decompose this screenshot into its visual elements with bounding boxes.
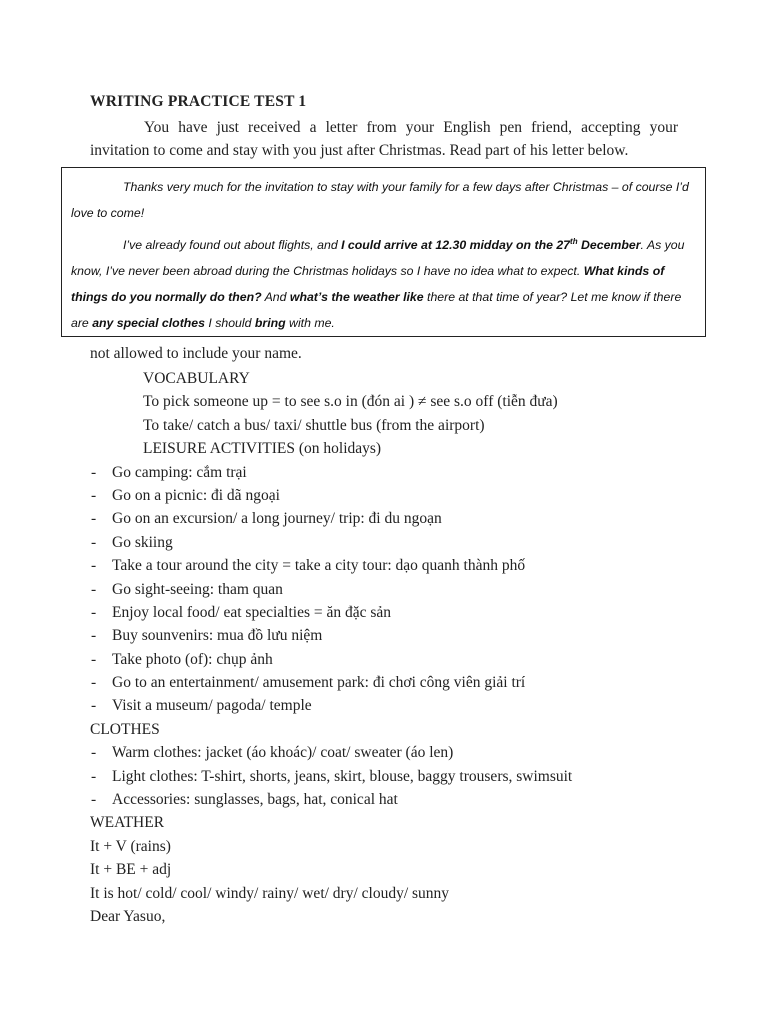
list-item: - Go to an entertainment/ amusement park: đi chơi công viên giải trí (90, 671, 710, 694)
vocabulary-line: To pick someone up = to see s.o in (đón ai ) ≠ see s.o off (tiễn đưa) (143, 393, 558, 411)
weather-line: It + BE + adj (90, 861, 172, 879)
weather-line: It is hot/ cold/ cool/ windy/ rainy/ wet/ dry/ cloudy/ sunny (90, 884, 450, 902)
intro-paragraph: You have just received a letter from your English pen friend, accepting your invitation to come and stay with you just after Christmas. Read part of his letter below. (90, 119, 678, 159)
arrival-highlight: I could arrive at 12.30 midday on the 27th December (341, 236, 641, 252)
clothes-heading: CLOTHES (90, 720, 160, 738)
question-highlight-weather: what’s the weather like (289, 290, 424, 304)
list-item: - Accessories: sunglasses, bags, hat, conical hat (90, 788, 710, 811)
list-item: - Buy sounvenirs: mua đồ lưu niệm (90, 624, 710, 647)
letter-paragraph-2: I’ve already found out about flights, and I could arrive at 12.30 midday on the 27th December. As you know, I’ve never been abroad during the Christmas holidays so I have no idea what to expect. What kinds of things do you normally do then? And what’s the weather like there at that time of year? Let me know if there are any special clothes I should bring with me. (71, 236, 685, 330)
letter-paragraph-1: Thanks very much for the invitation to stay with your family for a few days after Christmas – of course I’d love to come! (71, 180, 689, 220)
list-item: - Enjoy local food/ eat specialties = ăn đặc sản (90, 601, 710, 624)
letter-greeting: Dear Yasuo, (90, 908, 166, 925)
question-highlight-bring: bring (254, 316, 286, 330)
list-item: - Visit a museum/ pagoda/ temple (90, 694, 710, 717)
letter-excerpt-box (61, 167, 706, 337)
weather-heading: WEATHER (90, 814, 165, 832)
list-item: - Take photo (of): chụp ảnh (90, 648, 710, 671)
vocabulary-heading: VOCABULARY (143, 370, 250, 387)
list-item: - Warm clothes: jacket (áo khoác)/ coat/ sweater (áo len) (90, 741, 710, 764)
list-item: - Light clothes: T-shirt, shorts, jeans, skirt, blouse, baggy trousers, swimsuit (90, 765, 710, 788)
list-item: - Take a tour around the city = take a city tour: dạo quanh thành phố (90, 554, 710, 577)
list-item: - Go sight-seeing: tham quan (90, 578, 710, 601)
leisure-heading: LEISURE ACTIVITIES (on holidays) (143, 440, 382, 458)
weather-line: It + V (rains) (90, 837, 171, 855)
vocabulary-section (90, 367, 710, 905)
instruction-fragment: not allowed to include your name. (90, 345, 302, 362)
list-item: - Go skiing (90, 531, 710, 554)
question-highlight-clothes: any special clothes (92, 316, 205, 330)
list-item: - Go camping: cắm trại (90, 461, 710, 484)
list-item: - Go on an excursion/ a long journey/ trip: đi du ngoạn (90, 507, 710, 530)
page-title: WRITING PRACTICE TEST 1 (90, 93, 307, 110)
question-highlight-activities: What kinds of things do you normally do then? (71, 264, 665, 304)
vocabulary-line: To take/ catch a bus/ taxi/ shuttle bus (from the airport) (143, 416, 485, 434)
list-item: - Go on a picnic: đi dã ngoại (90, 484, 710, 507)
